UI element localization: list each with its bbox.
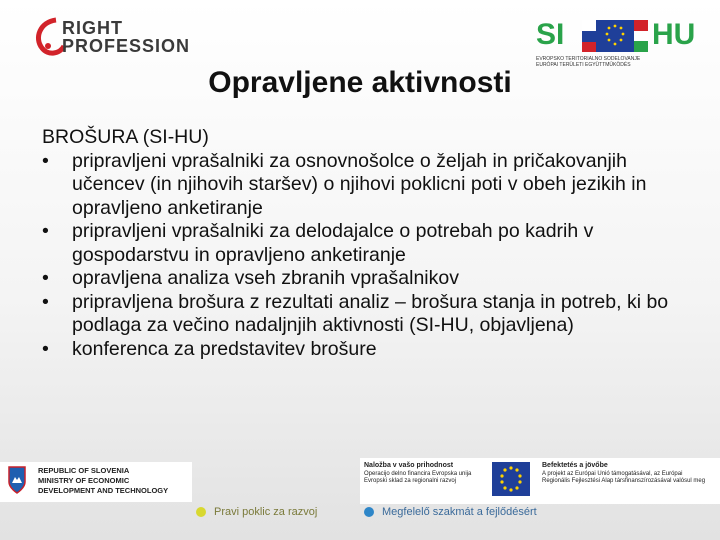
slovenia-crest-icon [8,466,26,494]
bullet-item: • pripravljena brošura z rezultati analiz – brošura stanja in potreb, ki bo podlaga za večino nadaljnjih aktivnosti (SI-HU, objavljena) [42,291,702,338]
sihu-sub-hu: EURÓPAI TERÜLETI EGYÜTTMŰKÖDÉS [536,62,631,68]
eu-flags-icon [582,20,648,52]
funding-text-si: Naložba v vašo prihodnost Operacijo delno financira Evropska unija Evropski sklad za regionalni razvoj [364,462,472,484]
right-profession-logo [34,14,234,62]
slide-content [42,126,702,361]
ministry-text: REPUBLIC OF SLOVENIA MINISTRY OF ECONOMIC DEVELOPMENT AND TECHNOLOGY [38,466,169,495]
bullet-item: • pripravljeni vprašalniki za delodajalce o potrebah po kadrih v gospodarstvu in opravljeno anketiranje [42,220,702,267]
eu-flag-icon [492,462,530,496]
tagline-si: Pravi poklic za razvoj [196,506,317,518]
si-hu-logo [536,14,708,68]
bullet-list [42,150,702,362]
si-label: SI [536,18,565,51]
logo-line1: RIGHT [62,18,123,38]
eu-funding-banner [360,458,720,504]
bullet-item: • konferenca za predstavitev brošure [42,338,702,362]
logo-line2: PROFESSION [62,36,191,56]
yellow-dot-icon [196,507,206,517]
tagline-hu: Megfelelő szakmát a fejlődésért [364,506,537,518]
ministry-logo [0,462,192,502]
hu-label: HU [652,18,696,51]
bullet-item: • opravljena analiza vseh zbranih vprašalnikov [42,267,702,291]
bullet-item: • pripravljeni vprašalniki za osnovnošolce o željah in pričakovanjih učencev (in njihovih staršev) o njihovi poklicni poti v obeh jezikih in opravljeno anketiranje [42,150,702,221]
funding-text-hu: Befektetés a jövőbe A projekt az Európai Unió támogatásával, az Európai Regionális Fejlesztési Alap társfinanszírozásával valósul meg [542,462,706,484]
section-heading: BROŠURA (SI-HU) [42,126,209,148]
sihu-sub-si: EVROPSKO TERITORIALNO SODELOVANJE [536,56,641,62]
blue-dot-icon [364,507,374,517]
page-title: Opravljene aktivnosti [208,66,512,99]
